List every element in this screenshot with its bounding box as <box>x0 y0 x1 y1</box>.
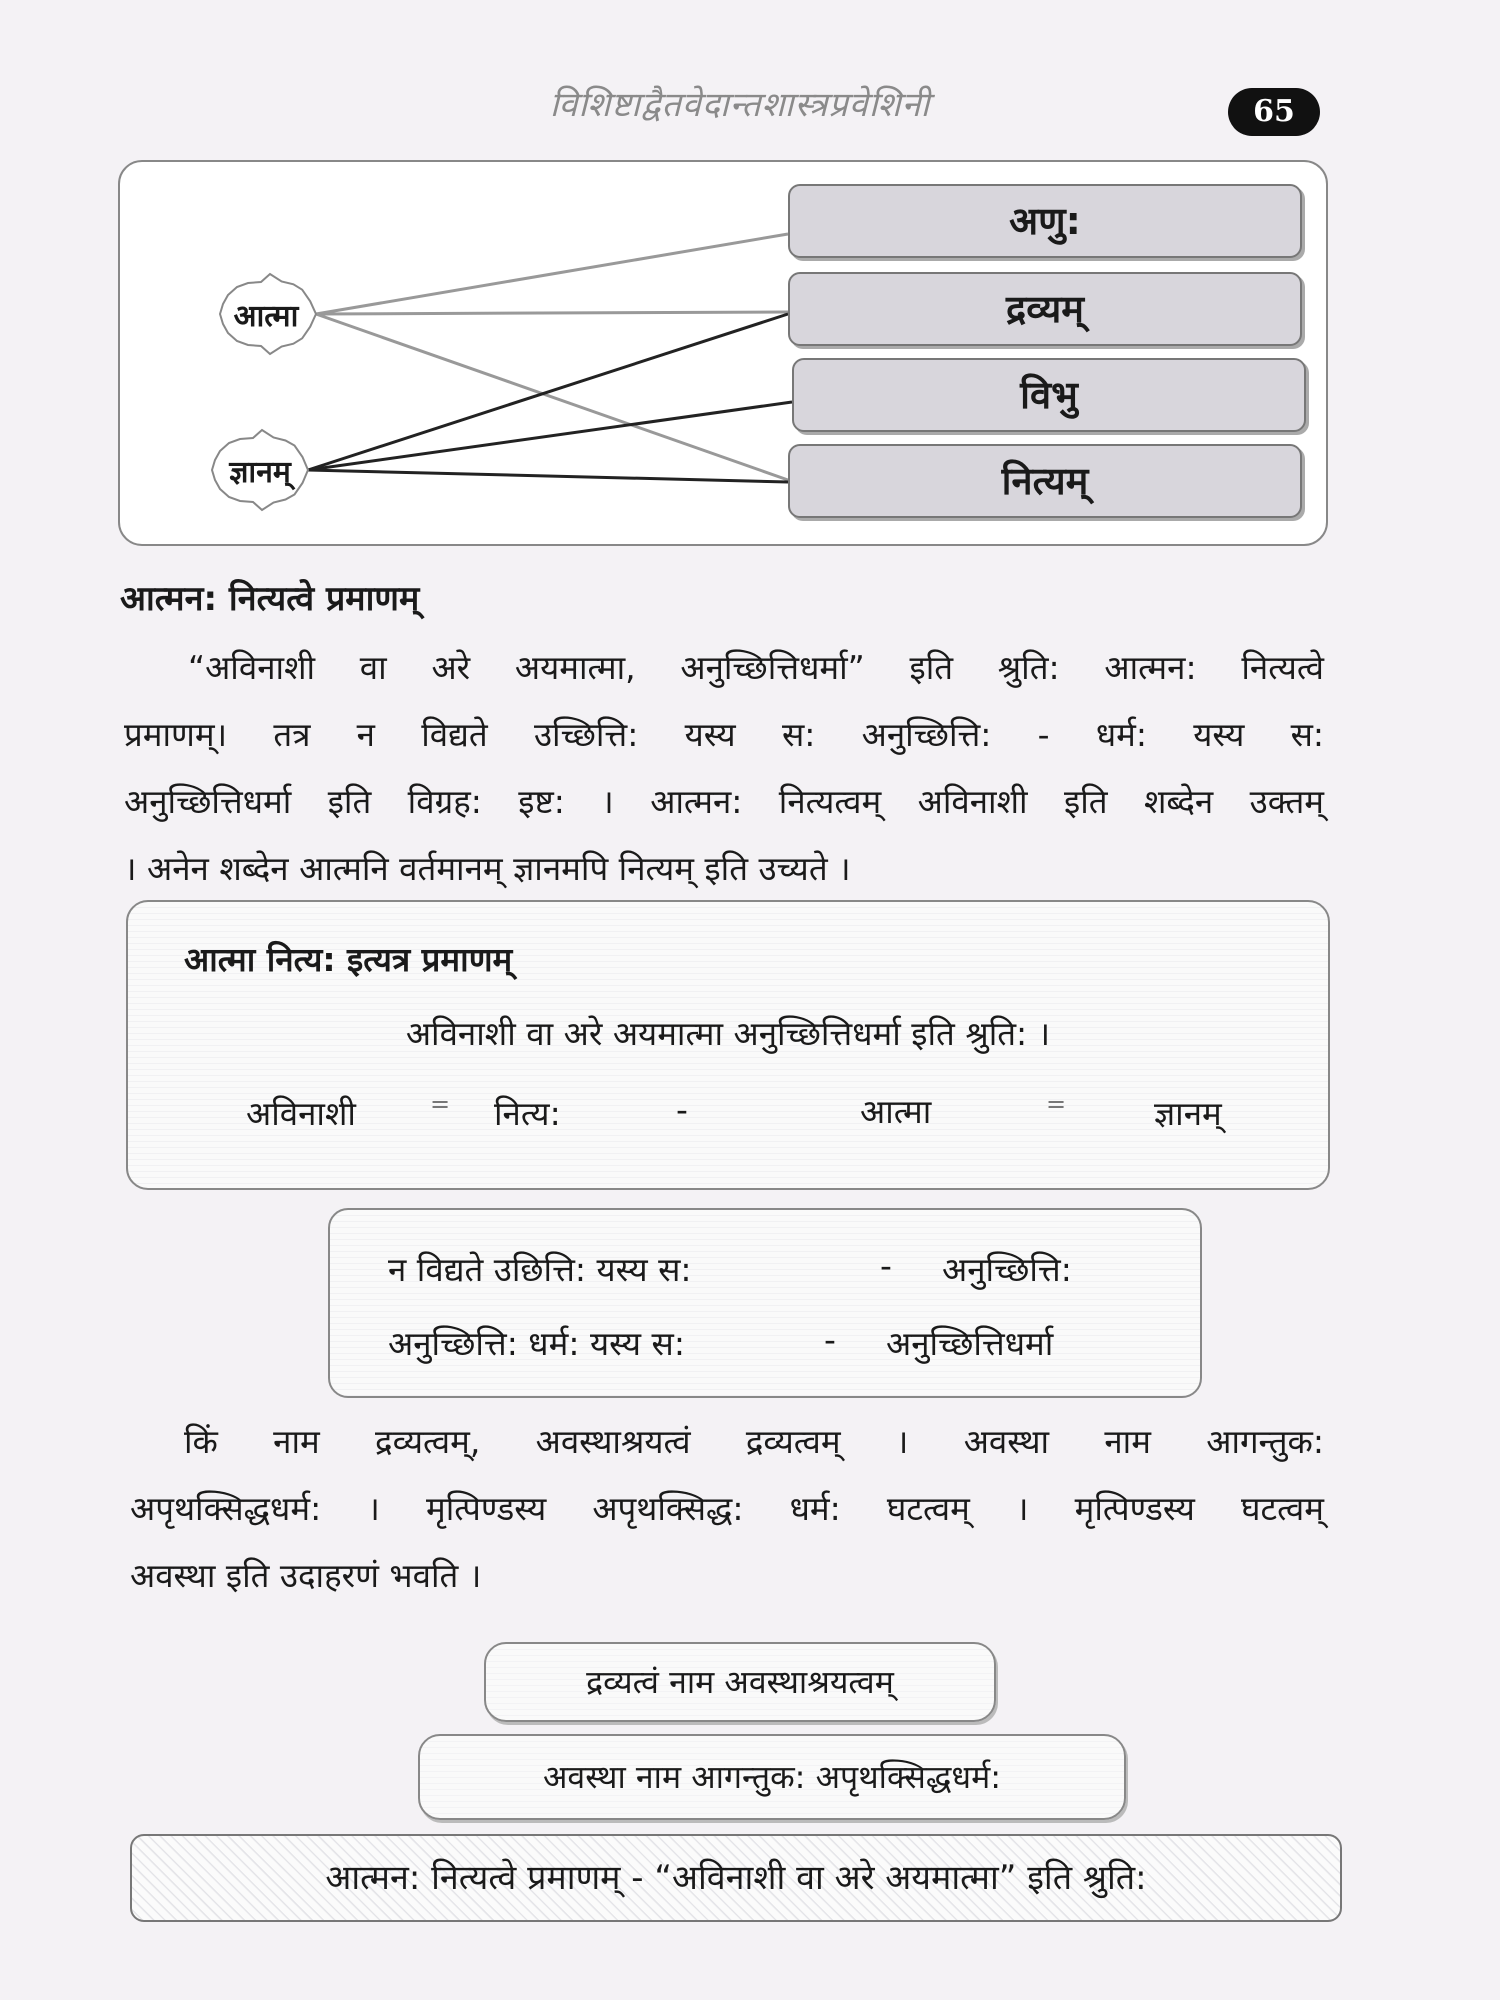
para1-line: अनुच्छित्तिधर्मा इति विग्रह: इष्ट: । आत्मन: नित्यत्वम् अविनाशी इति शब्देन उक्तम् <box>124 782 1324 821</box>
page-number: 65 <box>1228 88 1320 136</box>
pramana-box-title: आत्मा नित्य: इत्यत्र प्रमाणम् <box>184 940 513 979</box>
para1-line: । अनेन शब्देन आत्मनि वर्तमानम् ज्ञानमपि नित्यम् इति उच्यते । <box>124 849 851 888</box>
mapping-avinashi: अविनाशी <box>246 1094 356 1133</box>
target-dravyam: द्रव्यम् <box>788 272 1302 346</box>
para1-line: प्रमाणम्। तत्र न विद्यते उच्छित्ति: यस्य स: अनुच्छित्ति: - धर्म: यस्य स: <box>124 715 1324 754</box>
definition-dravyatva: द्रव्यत्वं नाम अवस्थाश्रयत्वम् <box>484 1642 996 1722</box>
link-atma-nityam <box>316 314 788 480</box>
target-nityam: नित्यम् <box>788 444 1302 518</box>
pramana-box <box>126 900 1330 1190</box>
vigraha-row1-right: अनुच्छित्ति: <box>942 1250 1072 1289</box>
link-atma-dravyam <box>316 312 788 314</box>
para2-line: अवस्था इति उदाहरणं भवति । <box>130 1556 482 1595</box>
mapping-equals: = <box>1046 1090 1067 1118</box>
paragraph-1 <box>124 634 1324 902</box>
link-jnanam-nityam <box>308 470 788 482</box>
para1-line: “अविनाशी वा अरे अयमात्मा, अनुच्छित्तिधर्मा” इति श्रुति: आत्मन: नित्यत्वे <box>188 648 1324 687</box>
mapping-atma: आत्मा <box>860 1092 932 1131</box>
mapping-jnanam: ज्ञानम् <box>1154 1094 1222 1133</box>
relation-diagram <box>118 160 1328 546</box>
vigraha-row2-right: अनुच्छित्तिधर्मा <box>886 1324 1054 1363</box>
vigraha-row1-left: न विद्यते उछित्ति: यस्य स: <box>388 1250 692 1289</box>
mapping-nitya: नित्य: <box>494 1094 561 1133</box>
link-jnanam-vibhu <box>308 402 792 470</box>
mapping-dash: - <box>676 1090 688 1129</box>
paragraph-2 <box>130 1408 1324 1609</box>
para2-line: किं नाम द्रव्यत्वम्, अवस्थाश्रयत्वं द्रव्यत्वम् । अवस्था नाम आगन्तुक: <box>184 1422 1324 1461</box>
vigraha-row2-sep: - <box>824 1320 836 1359</box>
mapping-equals: = <box>430 1090 451 1118</box>
target-vibhu: विभु <box>792 358 1306 432</box>
target-anu: अणु: <box>788 184 1302 258</box>
running-header: विशिष्टाद्वैतवेदान्तशास्त्रप्रवेशिनी <box>549 85 931 125</box>
para2-line: अपृथक्सिद्धधर्म: । मृत्पिण्डस्य अपृथक्सिद्ध: धर्म: घटत्वम् । मृत्पिण्डस्य घटत्वम् <box>130 1489 1324 1528</box>
summary-banner: आत्मन: नित्यत्वे प्रमाणम् - “अविनाशी वा अरे अयमात्मा” इति श्रुति: <box>130 1834 1342 1922</box>
vigraha-row2-left: अनुच्छित्ति: धर्म: यस्य स: <box>388 1324 685 1363</box>
vigraha-row1-sep: - <box>880 1246 892 1285</box>
vigraha-box <box>328 1208 1202 1398</box>
definition-avastha: अवस्था नाम आगन्तुक: अपृथक्सिद्धधर्म: <box>418 1734 1126 1820</box>
section-heading: आत्मन: नित्यत्वे प्रमाणम् <box>120 579 420 619</box>
pramana-box-quote: अविनाशी वा अरे अयमात्मा अनुच्छित्तिधर्मा इति श्रुति: । <box>405 1014 1051 1053</box>
link-atma-anu <box>316 234 788 314</box>
source-atma: आत्मा <box>233 299 299 334</box>
source-jnanam: ज्ञानम् <box>229 455 291 490</box>
